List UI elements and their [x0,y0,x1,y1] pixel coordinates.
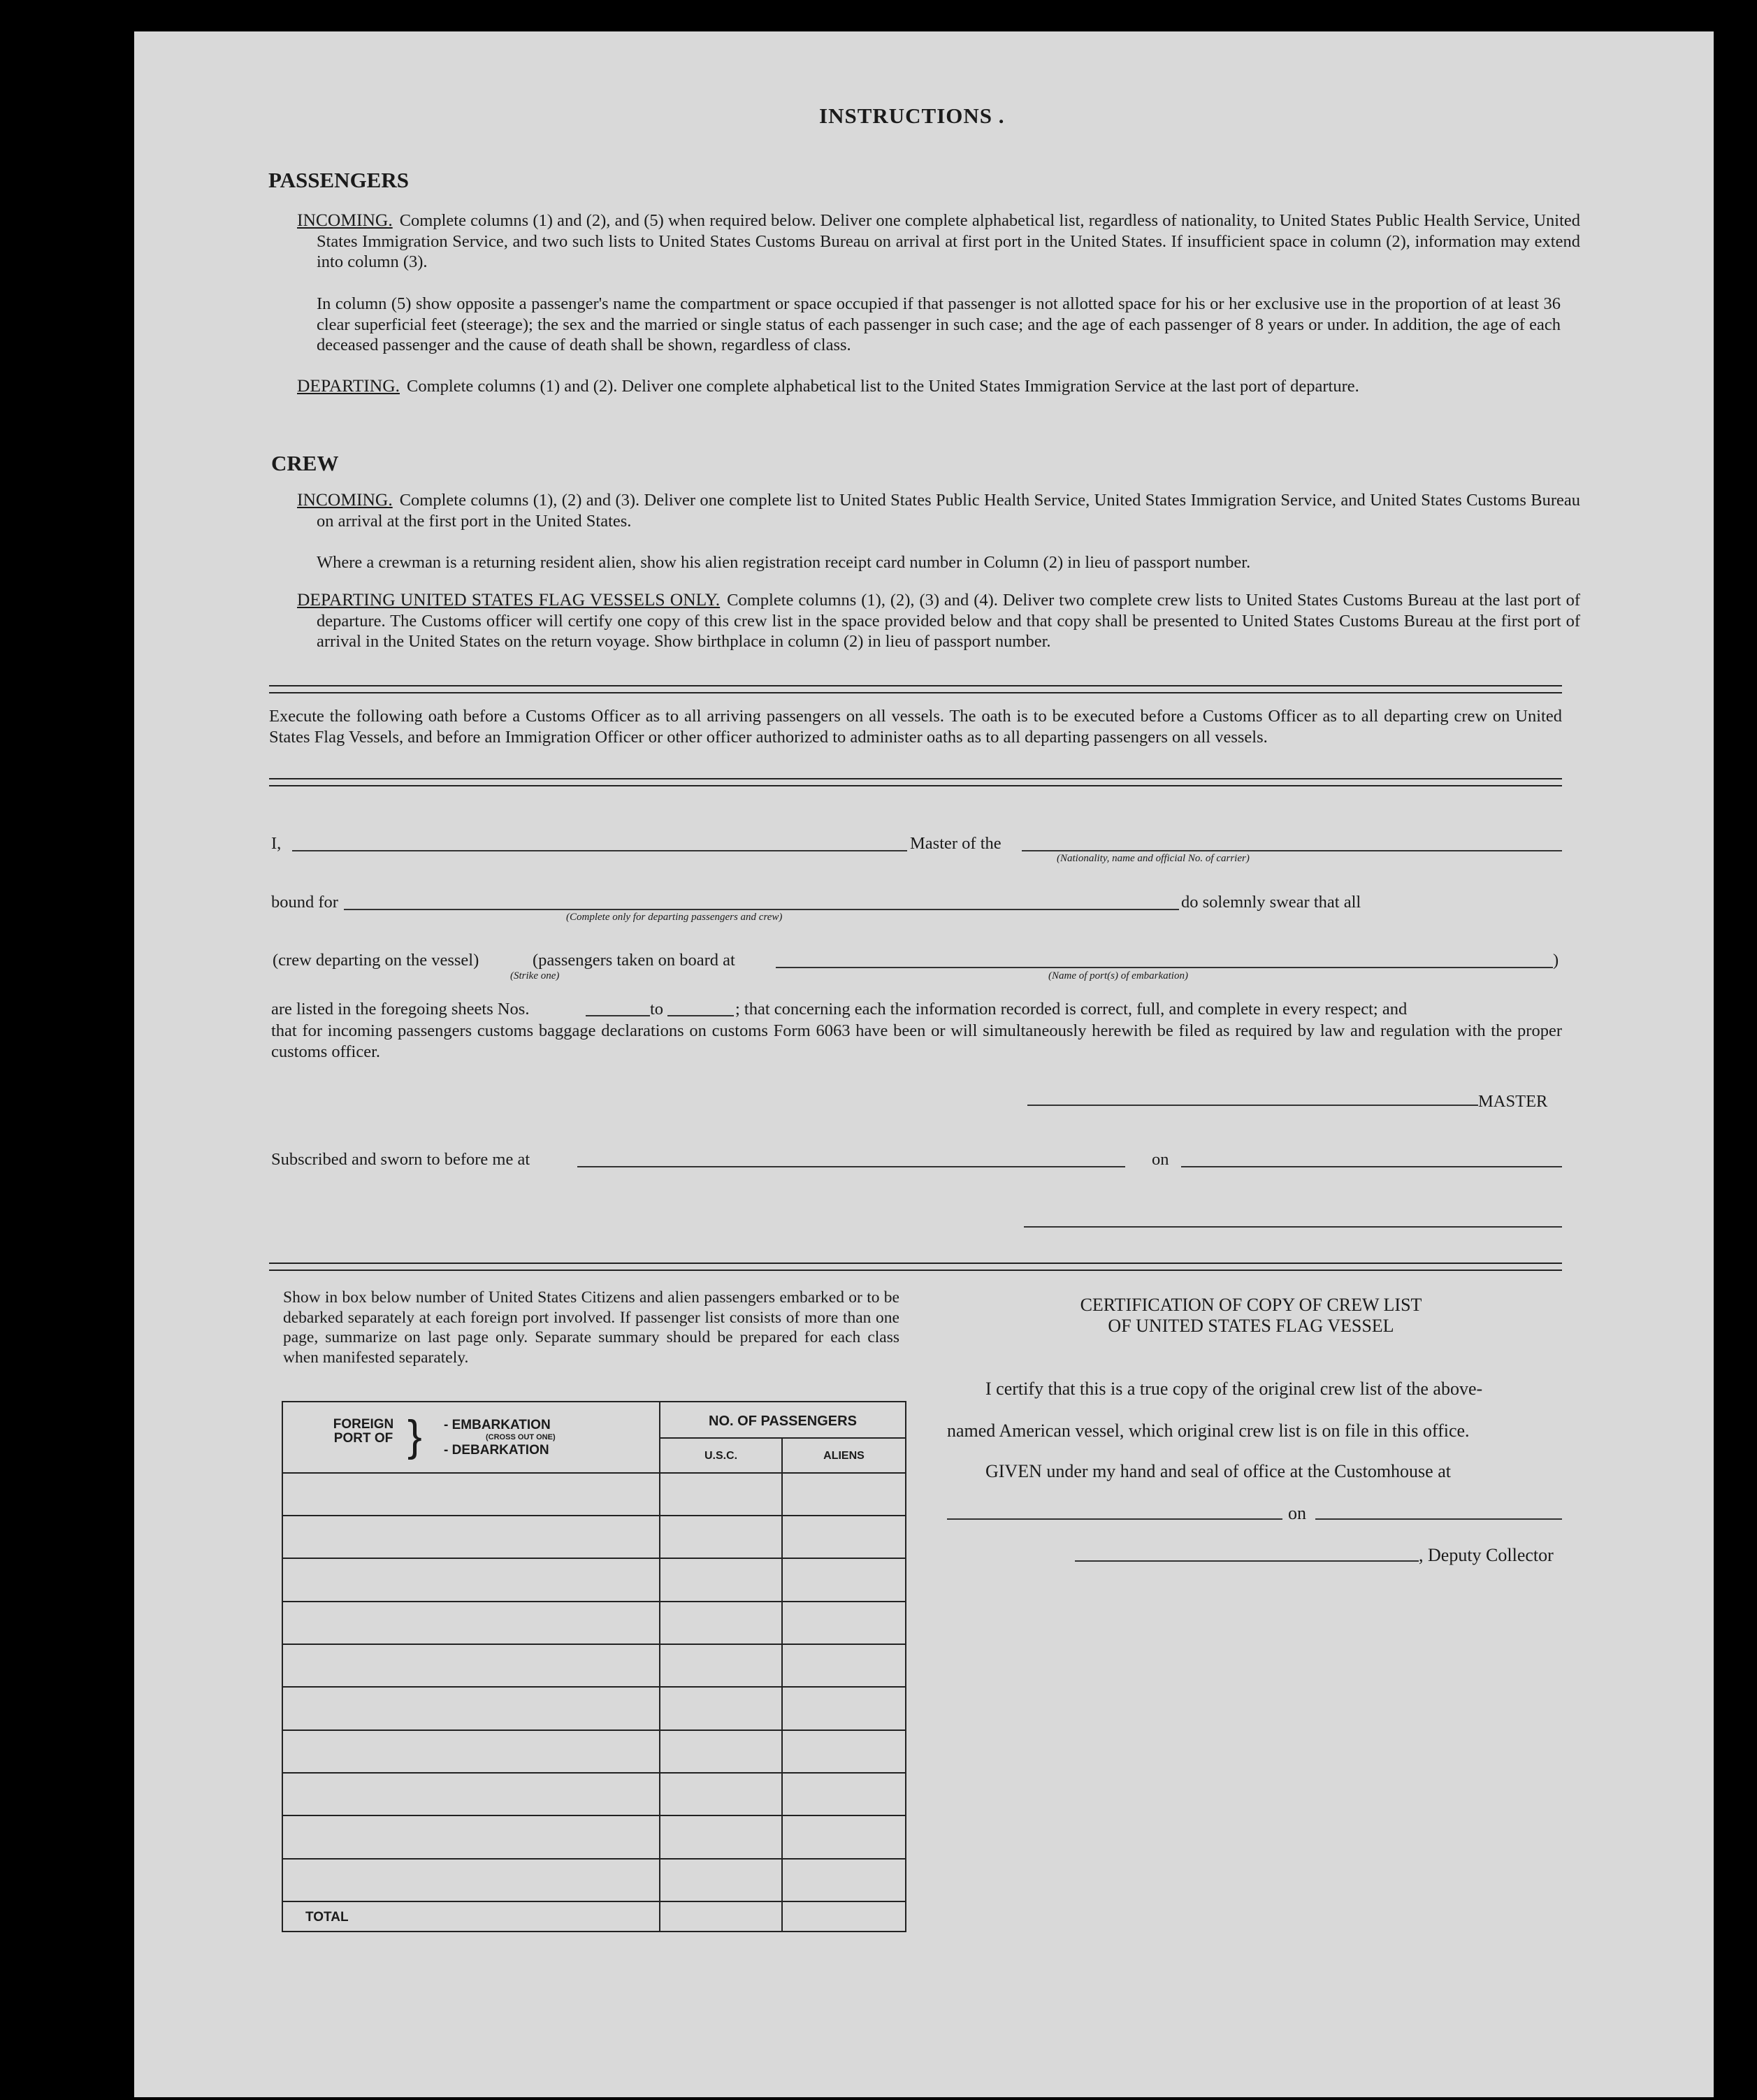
sworn-on-label: on [1152,1150,1169,1169]
master-label: MASTER [1478,1092,1548,1111]
page-title: INSTRUCTIONS . [819,103,1005,128]
column5-instruction: In column (5) show opposite a passenger's name the compartment or space occupied if that passenger is not allotted space for his or her exclusive use in the proportion of at least 36 clear superficial feet (steerage); the sex and the married or single status of each passenger in such case; and the age of each passenger of 8 years or under. In addition, the age of each deceased passenger and the cause of death shall be shown, regardless of class. [317,294,1561,354]
officer-signature-field[interactable] [1024,1226,1562,1228]
to-label: to [650,1000,664,1019]
passengers-taken-option: (passengers taken on board at [533,951,735,970]
divider [269,1263,1562,1271]
ports-of-embarkation-field[interactable] [776,967,1553,968]
sworn-date-field[interactable] [1181,1166,1562,1167]
sworn-place-field[interactable] [577,1166,1125,1167]
sheet-to-field[interactable] [667,1015,734,1016]
crew-incoming-text: Complete columns (1), (2) and (3). Deliver one complete list to United States Public Health Service, United States Immigration Service, and United States Customs Bureau on arrival at the first port in the United States. [317,491,1580,531]
customhouse-field[interactable] [947,1518,1282,1520]
divider [269,778,1562,786]
master-of-the-label: Master of the [910,834,1002,853]
nationality-caption: (Nationality, name and official No. of carrier) [1057,853,1250,864]
crew-departing-option: (crew departing on the vessel) [273,951,479,970]
crew-incoming-label: INCOMING. [297,489,393,510]
cert-date-field[interactable] [1315,1518,1562,1520]
passengers-heading: PASSENGERS [268,168,409,192]
embarkation-option: - EMBARKATION [444,1418,551,1432]
complete-only-caption: (Complete only for departing passengers and crew) [566,912,783,923]
crew-incoming-instruction [297,489,1580,531]
bound-for-label: bound for [271,893,338,912]
foreign-port-of-header: FOREIGN PORT OF [333,1417,394,1446]
declarations-text: that for incoming passengers customs baggage declarations on customs Form 6063 have been or will simultaneously herewith be filed as required by law and regulation with the proper customs officer. [271,1021,1562,1061]
no-of-passengers-header: NO. OF PASSENGERS [709,1414,857,1429]
certify-line1: I certify that this is a true copy of the original crew list of the above- [985,1379,1483,1399]
cert-on-label: on [1288,1503,1306,1523]
strike-one-caption: (Strike one) [510,970,560,981]
crew-departing-text: Complete columns (1), (2), (3) and (4). Deliver two complete crew lists to United States Customs Bureau at the last port of departure. The Customs officer will certify one copy of this crew list in the space provided below and that copy shall be presented to United States Customs Bureau at the first port of arrival in the United States on the return voyage. Show birthplace in column (2) in lieu of passport number. [317,591,1580,651]
departing-label: DEPARTING. [297,375,400,396]
total-label: TOTAL [305,1910,349,1925]
aliens-header: ALIENS [823,1450,865,1462]
debarkation-option: - DEBARKATION [444,1443,549,1458]
passenger-summary-table [282,1401,906,1932]
listed-rest-text: ; that concerning each the information recorded is correct, full, and complete in every respect; and [735,1000,1408,1019]
certification-title-line1: CERTIFICATION OF COPY OF CREW LIST [1080,1295,1422,1315]
passengers-incoming-instruction [297,210,1580,273]
certify-line2: named American vessel, which original crew list is on file in this office. [947,1421,1470,1441]
usc-header: U.S.C. [704,1450,738,1462]
given-text: GIVEN under my hand and seal of office at the Customhouse at [985,1461,1451,1481]
crew-departing-instruction [297,589,1580,652]
certification-title [950,1295,1552,1337]
crew-heading: CREW [271,451,339,475]
incoming-label: INCOMING. [297,210,393,230]
crew-departing-label: DEPARTING UNITED STATES FLAG VESSELS ONLY. [297,589,721,610]
solemnly-swear-label: do solemnly swear that all [1181,893,1361,912]
brace-glyph: } [407,1412,422,1460]
close-paren: ) [1553,951,1559,970]
bound-for-field[interactable] [344,909,1179,910]
certification-title-line2: OF UNITED STATES FLAG VESSEL [1108,1316,1394,1336]
sheet-from-field[interactable] [586,1015,650,1016]
oath-i-label: I, [271,834,282,853]
deputy-collector-label: , Deputy Collector [1419,1545,1554,1565]
summary-instructions: Show in box below number of United States Citizens and alien passengers embarked or to be debarked separately at each foreign port involved. If passenger list consists of more than one page, summarize on last page only. Separate summary should be prepared for each class when manifested separately. [283,1288,899,1367]
listed-in-label: are listed in the foregoing sheets Nos. [271,1000,530,1019]
oath-instructions: Execute the following oath before a Customs Officer as to all arriving passengers on all vessels. The oath is to be executed before a Customs Officer as to all departing crew on United States Flag Vessels, and before an Immigration Officer or other officer authorized to administer oaths as to all departing passengers on all vessels. [269,707,1562,747]
incoming-text: Complete columns (1) and (2), and (5) when required below. Deliver one complete alphabetical list, regardless of nationality, to United States Public Health Service, United States Immigration Service, and two such lists to United States Customs Bureau on arrival at first port in the United States. If insufficient space in column (2), information may extend into column (3). [317,211,1580,271]
cross-out-one-caption: (CROSS OUT ONE) [486,1433,556,1441]
returning-resident-instruction: Where a crewman is a returning resident alien, show his alien registration receipt card number in Column (2) in lieu of passport number. [317,553,1251,572]
deputy-signature-field[interactable] [1075,1560,1419,1562]
departing-text: Complete columns (1) and (2). Deliver one complete alphabetical list to the United States Immigration Service at the last port of departure. [407,377,1359,396]
master-name-field[interactable] [292,850,907,851]
divider [269,685,1562,693]
passengers-departing-instruction [297,375,1580,397]
ports-caption: (Name of port(s) of embarkation) [1048,970,1188,981]
carrier-field[interactable] [1022,850,1562,851]
subscribed-label: Subscribed and sworn to before me at [271,1150,530,1169]
master-signature-field[interactable] [1027,1105,1478,1106]
